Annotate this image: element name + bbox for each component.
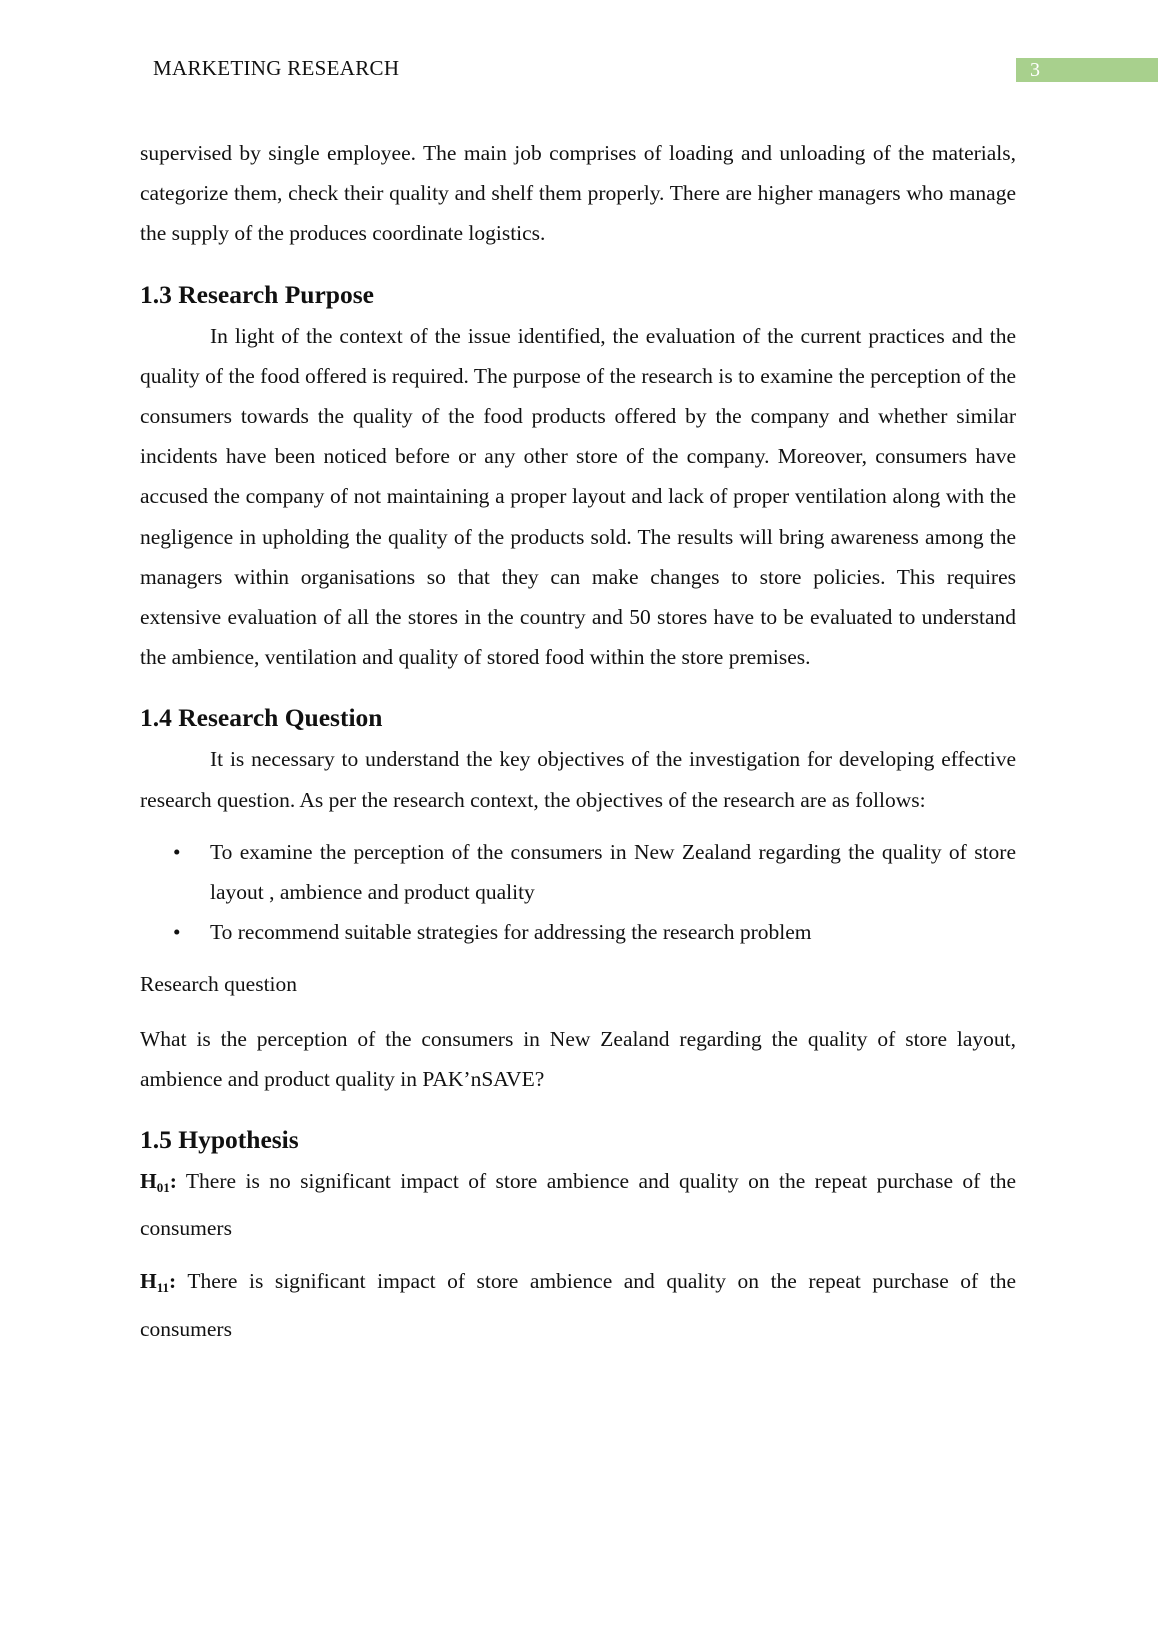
research-question-text: What is the perception of the consumers in New Zealand regarding the quality of store layout, ambience and product quality in PAK’nSAVE?: [140, 1026, 1016, 1091]
hypothesis-letter: H: [140, 1269, 157, 1294]
list-item: [140, 832, 1016, 912]
hypothesis-colon: :: [169, 1269, 177, 1294]
hypothesis-subscript: 01: [156, 1180, 170, 1196]
section-heading-hypothesis: 1.5 Hypothesis: [140, 1125, 299, 1155]
hypothesis-colon: :: [169, 1169, 177, 1194]
objectives-list: [140, 832, 1016, 953]
list-item: [140, 912, 1016, 952]
hypothesis-label: [140, 1169, 177, 1196]
document-body: [140, 133, 1016, 1349]
page-number: 3: [1016, 58, 1158, 82]
hypothesis-h01: [140, 1161, 1016, 1248]
objective-text: To examine the perception of the consumers in New Zealand regarding the quality of store layout , ambience and product quality: [210, 839, 1016, 905]
hypothesis-h11: [140, 1261, 1016, 1348]
hypothesis-label: [140, 1269, 177, 1296]
objective-text: To recommend suitable strategies for addressing the research problem: [210, 920, 812, 945]
research-purpose-paragraph: In light of the context of the issue identified, the evaluation of the current practices and the quality of the food offered is required. The purpose of the research is to examine the perception of the consumers towards the quality of the food products offered by the company and whether similar incidents have been noticed before or any other store of the company. Moreover, consumers have accused the company of not maintaining a proper layout and lack of proper ventilation along with the negligence in upholding the quality of the products sold. The results will bring awareness among the managers within organisations so that they can make changes to store policies. This requires extensive evaluation of all the stores in the country and 50 stores have to be evaluated to understand the ambience, ventilation and quality of stored food within the store premises.: [140, 323, 1016, 670]
running-header-title: MARKETING RESEARCH: [153, 56, 400, 80]
hypothesis-letter: H: [140, 1169, 157, 1194]
section-heading-research-purpose: 1.3 Research Purpose: [140, 279, 374, 309]
bullet-icon: •: [173, 920, 181, 945]
section-heading-research-question: 1.4 Research Question: [140, 703, 383, 733]
hypothesis-text: There is significant impact of store ambience and quality on the repeat purchase of the consumers: [140, 1269, 1016, 1341]
intro-paragraph: supervised by single employee. The main job comprises of loading and unloading of the materials, categorize them, check their quality and shelf them properly. There are higher managers who manage the supply of the produces coordinate logistics.: [140, 141, 1016, 246]
research-question-paragraph: It is necessary to understand the key objectives of the investigation for developing effective research question. As per the research context, the objectives of the research are as follows:: [140, 747, 1016, 812]
bullet-icon: •: [173, 839, 181, 864]
hypothesis-text: There is no significant impact of store ambience and quality on the repeat purchase of the consumers: [140, 1169, 1016, 1241]
research-question-label: Research question: [140, 972, 298, 997]
hypothesis-subscript: 11: [156, 1280, 170, 1296]
